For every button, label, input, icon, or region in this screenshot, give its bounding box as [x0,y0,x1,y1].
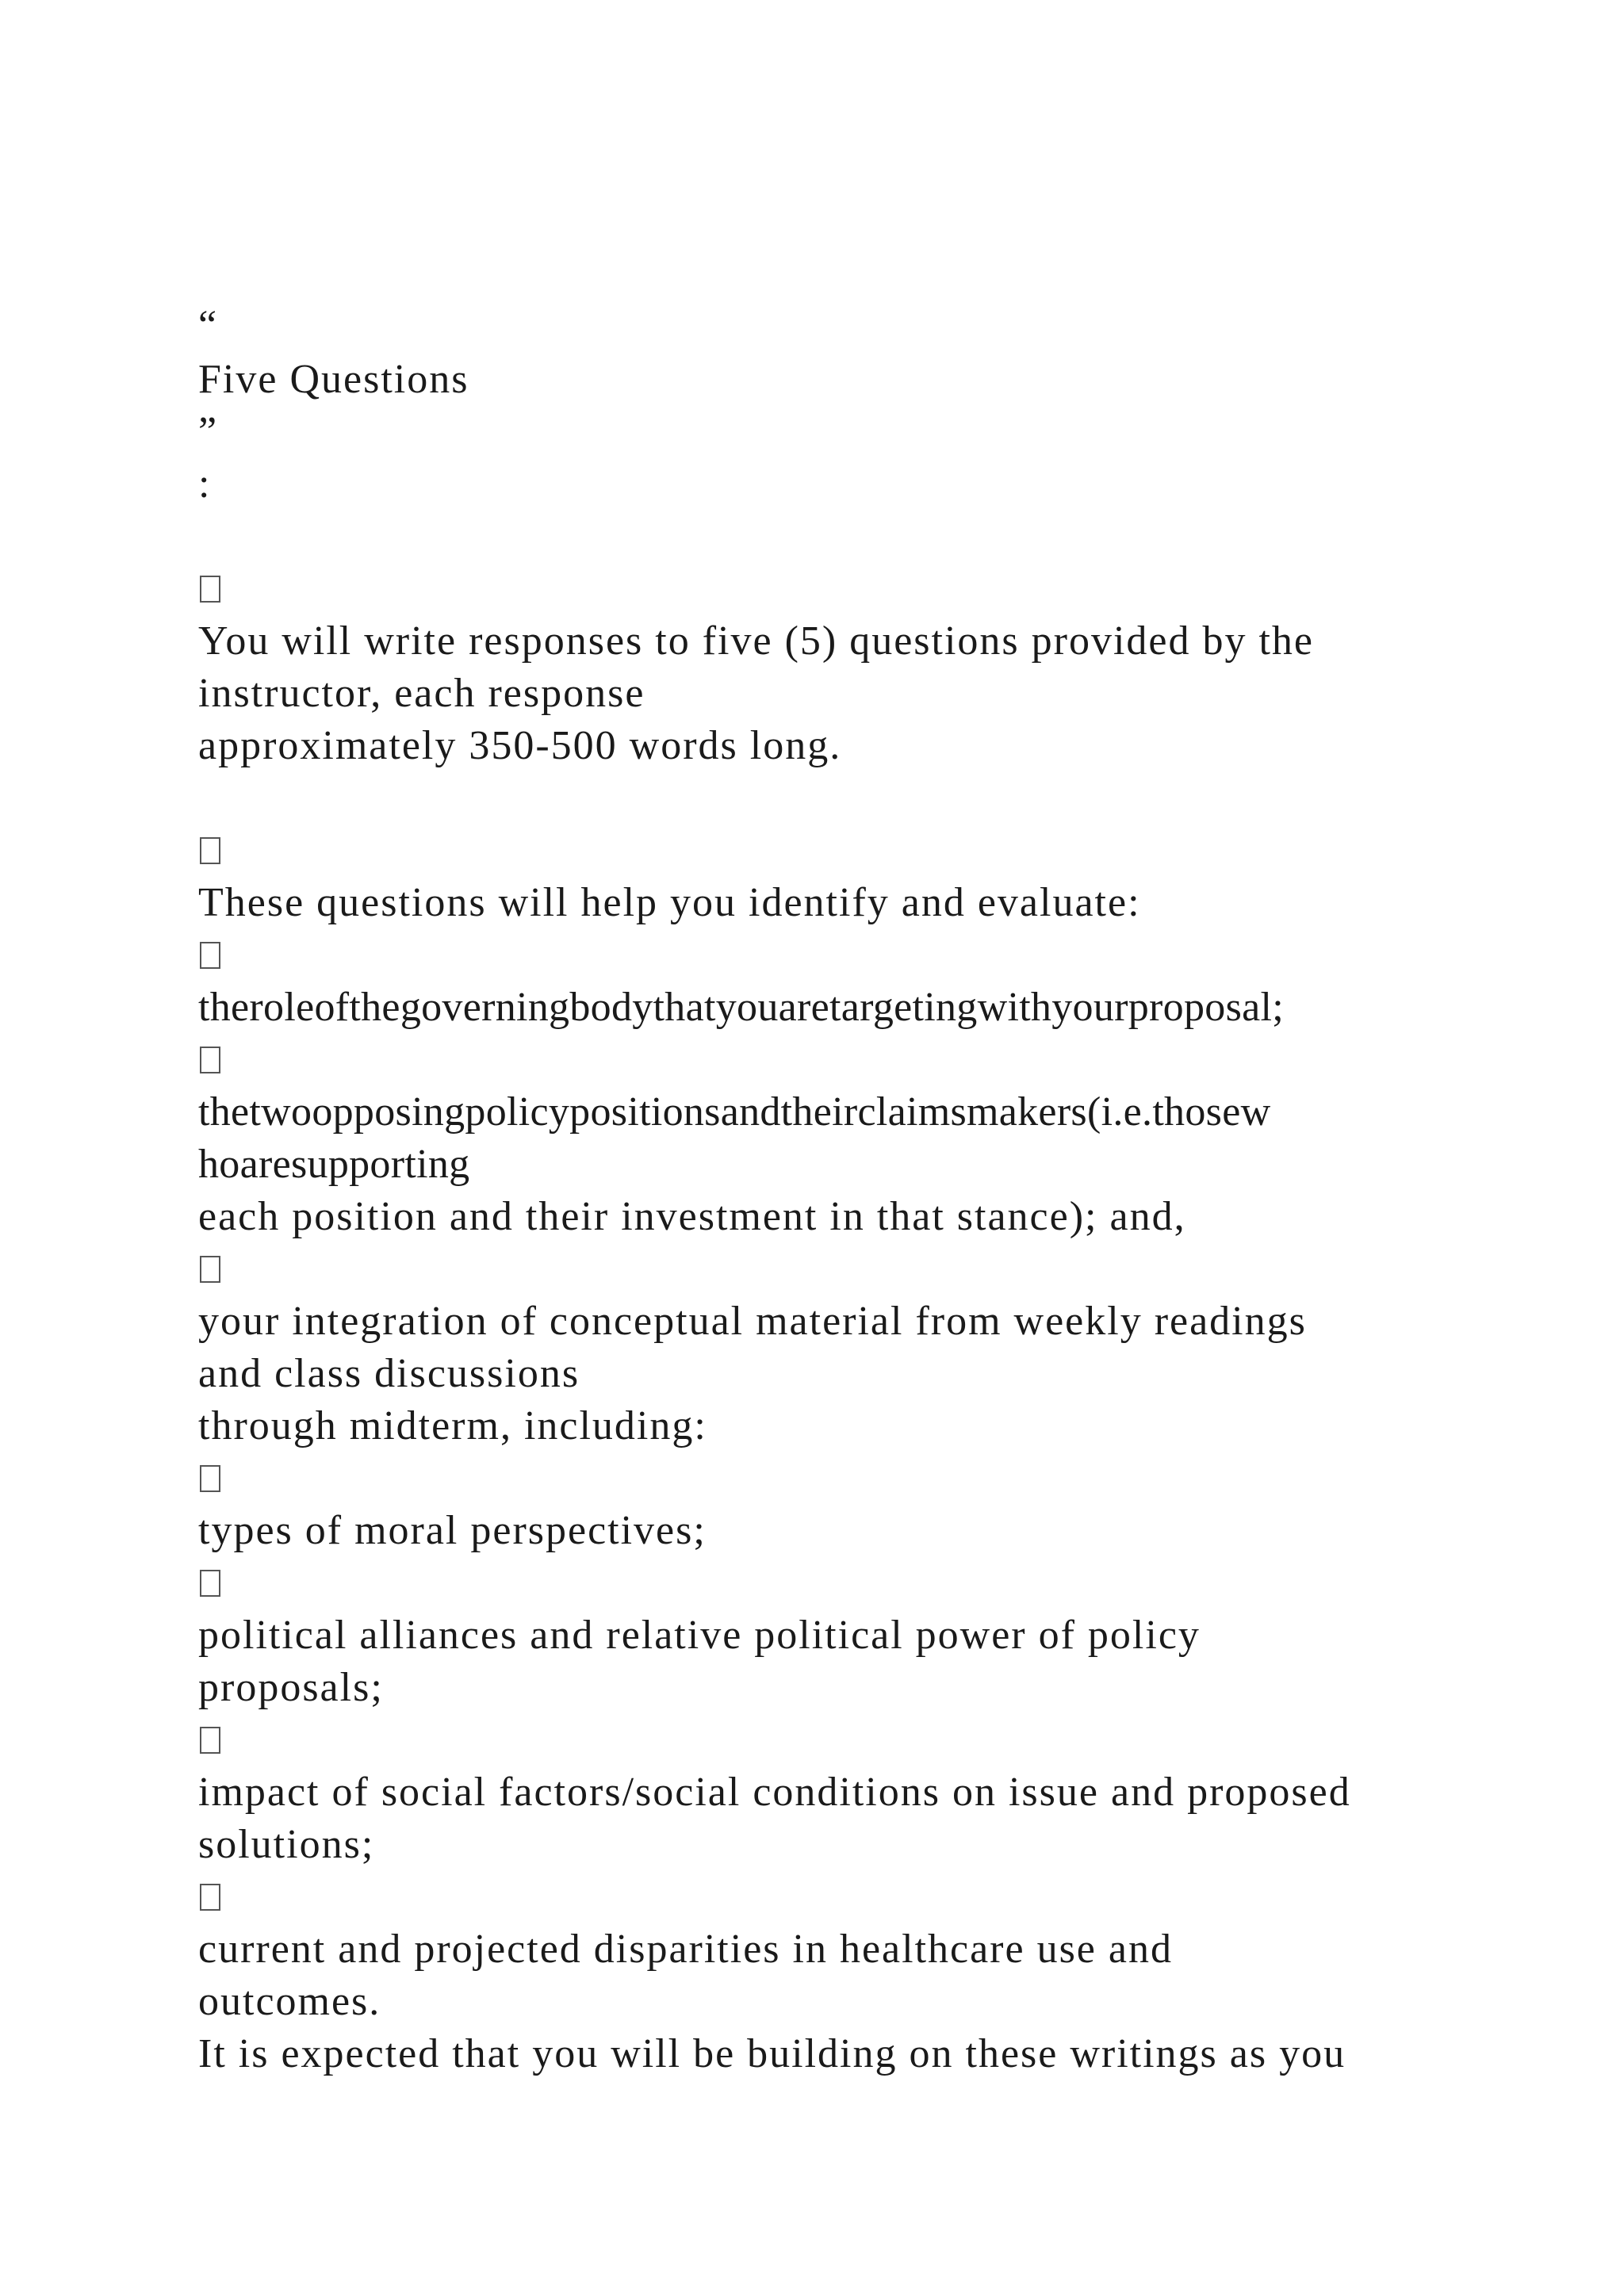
page-title: Five Questions [198,357,469,402]
paragraph-2-intro: These questions will help you identify and evaluate: [198,880,1141,925]
bullet-icon [200,1047,220,1073]
sub-item-social-line-2: solutions; [198,1822,375,1867]
item-opposing-line-1: thetwoopposingpolicypositionsandtheirclaimsmakers(i.e.thosew [198,1089,1271,1135]
bullet-icon [200,942,220,969]
heading-colon: : [198,461,212,507]
item-integration-line-1: your integration of conceptual material from weekly readings [198,1299,1307,1344]
sub-item-moral: types of moral perspectives; [198,1508,707,1553]
heading-close-quote: ” [198,409,219,454]
closing-sentence: It is expected that you will be building on these writings as you [198,2031,1346,2076]
bullet-icon [200,1884,220,1911]
item-governing-body: theroleofthegoverningbodythatyouaretargetingwithyourproposal; [198,985,1284,1030]
bullet-icon [200,1727,220,1754]
paragraph-1-line-2: instructor, each response [198,671,645,716]
bullet-icon [200,576,220,603]
bullet-icon [200,1465,220,1492]
bullet-icon [200,1570,220,1597]
sub-item-disparities-line-2: outcomes. [198,1979,381,2024]
heading-open-quote: “ [198,303,219,348]
item-opposing-line-3: each position and their investment in that stance); and, [198,1194,1186,1239]
bullet-icon [200,1256,220,1283]
sub-item-social-line-1: impact of social factors/social conditions on issue and proposed [198,1770,1351,1815]
bullet-icon [200,837,220,864]
sub-item-political-line-2: proposals; [198,1665,384,1710]
paragraph-1-line-3: approximately 350-500 words long. [198,723,842,768]
item-opposing-line-2: hoaresupporting [198,1142,470,1187]
item-integration-line-2: and class discussions [198,1351,580,1396]
paragraph-1-line-1: You will write responses to five (5) questions provided by the [198,618,1315,664]
sub-item-disparities-line-1: current and projected disparities in healthcare use and [198,1927,1173,1972]
sub-item-political-line-1: political alliances and relative political power of policy [198,1613,1201,1658]
item-integration-line-3: through midterm, including: [198,1403,707,1448]
